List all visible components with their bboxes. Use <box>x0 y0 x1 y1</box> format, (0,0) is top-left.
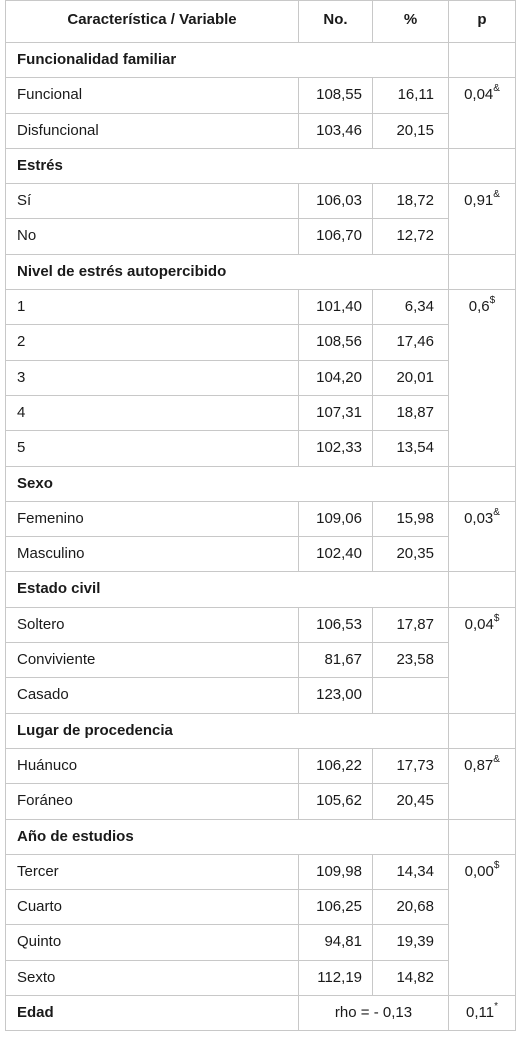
p-value: 0,03 <box>464 509 494 527</box>
row-label: 5 <box>6 431 299 466</box>
p-mark: & <box>493 83 500 95</box>
row-no: 106,70 <box>299 219 373 254</box>
header-no: No. <box>299 1 373 43</box>
p-mark: $ <box>493 859 500 871</box>
row-pct: 18,87 <box>373 395 449 430</box>
row-label: Masculino <box>6 537 299 572</box>
row-no: 103,46 <box>299 113 373 148</box>
row-no: 104,20 <box>299 360 373 395</box>
p-value: 0,91 <box>464 192 494 210</box>
row-pct: 6,34 <box>373 290 449 325</box>
row-pct: 12,72 <box>373 219 449 254</box>
empty-cell <box>449 572 516 607</box>
section-row <box>6 713 516 748</box>
p-mark: $ <box>489 295 496 307</box>
row-label: Conviviente <box>6 643 299 678</box>
row-no: 102,40 <box>299 537 373 572</box>
table-row <box>6 854 516 889</box>
row-no: 108,56 <box>299 325 373 360</box>
row-pct: 20,45 <box>373 784 449 819</box>
p-value-cell <box>449 290 516 466</box>
header-pct: % <box>373 1 449 43</box>
section-title: Estrés <box>6 148 449 183</box>
p-mark: & <box>493 506 500 518</box>
p-value: 0,04 <box>464 615 494 633</box>
table-row <box>6 184 516 219</box>
table-row <box>6 925 516 960</box>
edad-rho: rho = - 0,13 <box>299 996 449 1031</box>
table-row <box>6 960 516 995</box>
table-row <box>6 748 516 783</box>
row-pct: 19,39 <box>373 925 449 960</box>
p-value-cell <box>449 501 516 572</box>
row-label: Funcional <box>6 78 299 113</box>
table-row <box>6 360 516 395</box>
row-pct: 14,34 <box>373 854 449 889</box>
p-value-cell <box>449 996 516 1031</box>
row-label: Sexto <box>6 960 299 995</box>
section-row <box>6 466 516 501</box>
row-label: No <box>6 219 299 254</box>
section-row <box>6 148 516 183</box>
section-title: Lugar de procedencia <box>6 713 449 748</box>
table-row <box>6 78 516 113</box>
p-value: 0,00 <box>464 862 494 880</box>
p-value: 0,04 <box>464 86 494 104</box>
header-row <box>6 1 516 43</box>
section-title: Nivel de estrés autopercibido <box>6 254 449 289</box>
table-row <box>6 219 516 254</box>
row-no: 109,98 <box>299 854 373 889</box>
table-row <box>6 890 516 925</box>
header-p: p <box>449 1 516 43</box>
p-value-cell <box>449 78 516 149</box>
row-pct: 15,98 <box>373 501 449 536</box>
row-no: 108,55 <box>299 78 373 113</box>
row-label: Femenino <box>6 501 299 536</box>
row-pct: 20,35 <box>373 537 449 572</box>
p-mark: * <box>494 1001 498 1013</box>
row-label: 3 <box>6 360 299 395</box>
section-row <box>6 254 516 289</box>
row-pct: 20,01 <box>373 360 449 395</box>
table-row <box>6 395 516 430</box>
section-title: Sexo <box>6 466 449 501</box>
section-title: Estado civil <box>6 572 449 607</box>
row-label: Tercer <box>6 854 299 889</box>
row-pct: 20,68 <box>373 890 449 925</box>
row-pct <box>373 678 449 713</box>
row-pct: 18,72 <box>373 184 449 219</box>
table-row <box>6 113 516 148</box>
p-value-cell <box>449 607 516 713</box>
row-no: 106,25 <box>299 890 373 925</box>
empty-cell <box>449 466 516 501</box>
row-no: 81,67 <box>299 643 373 678</box>
table-row <box>6 537 516 572</box>
row-pct: 13,54 <box>373 431 449 466</box>
empty-cell <box>449 819 516 854</box>
row-label: 1 <box>6 290 299 325</box>
table-row <box>6 678 516 713</box>
p-mark: & <box>493 753 500 765</box>
row-label: Foráneo <box>6 784 299 819</box>
row-pct: 16,11 <box>373 78 449 113</box>
row-no: 109,06 <box>299 501 373 536</box>
row-pct: 17,46 <box>373 325 449 360</box>
row-no: 106,53 <box>299 607 373 642</box>
empty-cell <box>449 254 516 289</box>
p-value-cell <box>449 854 516 995</box>
row-pct: 20,15 <box>373 113 449 148</box>
results-table <box>5 0 516 1031</box>
row-no: 106,03 <box>299 184 373 219</box>
row-label: Cuarto <box>6 890 299 925</box>
p-value: 0,87 <box>464 756 494 774</box>
edad-row <box>6 996 516 1031</box>
row-pct: 23,58 <box>373 643 449 678</box>
p-mark: & <box>493 189 500 201</box>
table-row <box>6 784 516 819</box>
edad-label: Edad <box>6 996 299 1031</box>
row-no: 107,31 <box>299 395 373 430</box>
row-no: 112,19 <box>299 960 373 995</box>
table-row <box>6 501 516 536</box>
p-mark: $ <box>493 612 500 624</box>
section-title: Funcionalidad familiar <box>6 43 449 78</box>
p-value-cell <box>449 748 516 819</box>
section-title: Año de estudios <box>6 819 449 854</box>
section-row <box>6 43 516 78</box>
row-pct: 14,82 <box>373 960 449 995</box>
table-row <box>6 431 516 466</box>
row-pct: 17,87 <box>373 607 449 642</box>
row-label: Casado <box>6 678 299 713</box>
row-no: 102,33 <box>299 431 373 466</box>
row-no: 101,40 <box>299 290 373 325</box>
row-no: 123,00 <box>299 678 373 713</box>
section-row <box>6 572 516 607</box>
table-row <box>6 290 516 325</box>
section-row <box>6 819 516 854</box>
row-no: 94,81 <box>299 925 373 960</box>
table-row <box>6 643 516 678</box>
empty-cell <box>449 148 516 183</box>
table-row <box>6 607 516 642</box>
row-label: Huánuco <box>6 748 299 783</box>
row-label: Disfuncional <box>6 113 299 148</box>
header-variable: Característica / Variable <box>6 1 299 43</box>
row-label: Sí <box>6 184 299 219</box>
p-value: 0,11 <box>466 1004 495 1022</box>
empty-cell <box>449 43 516 78</box>
row-label: Quinto <box>6 925 299 960</box>
row-label: Soltero <box>6 607 299 642</box>
table-row <box>6 325 516 360</box>
row-no: 106,22 <box>299 748 373 783</box>
row-label: 4 <box>6 395 299 430</box>
row-label: 2 <box>6 325 299 360</box>
p-value-cell <box>449 184 516 255</box>
row-no: 105,62 <box>299 784 373 819</box>
row-pct: 17,73 <box>373 748 449 783</box>
p-value: 0,6 <box>468 298 490 316</box>
empty-cell <box>449 713 516 748</box>
